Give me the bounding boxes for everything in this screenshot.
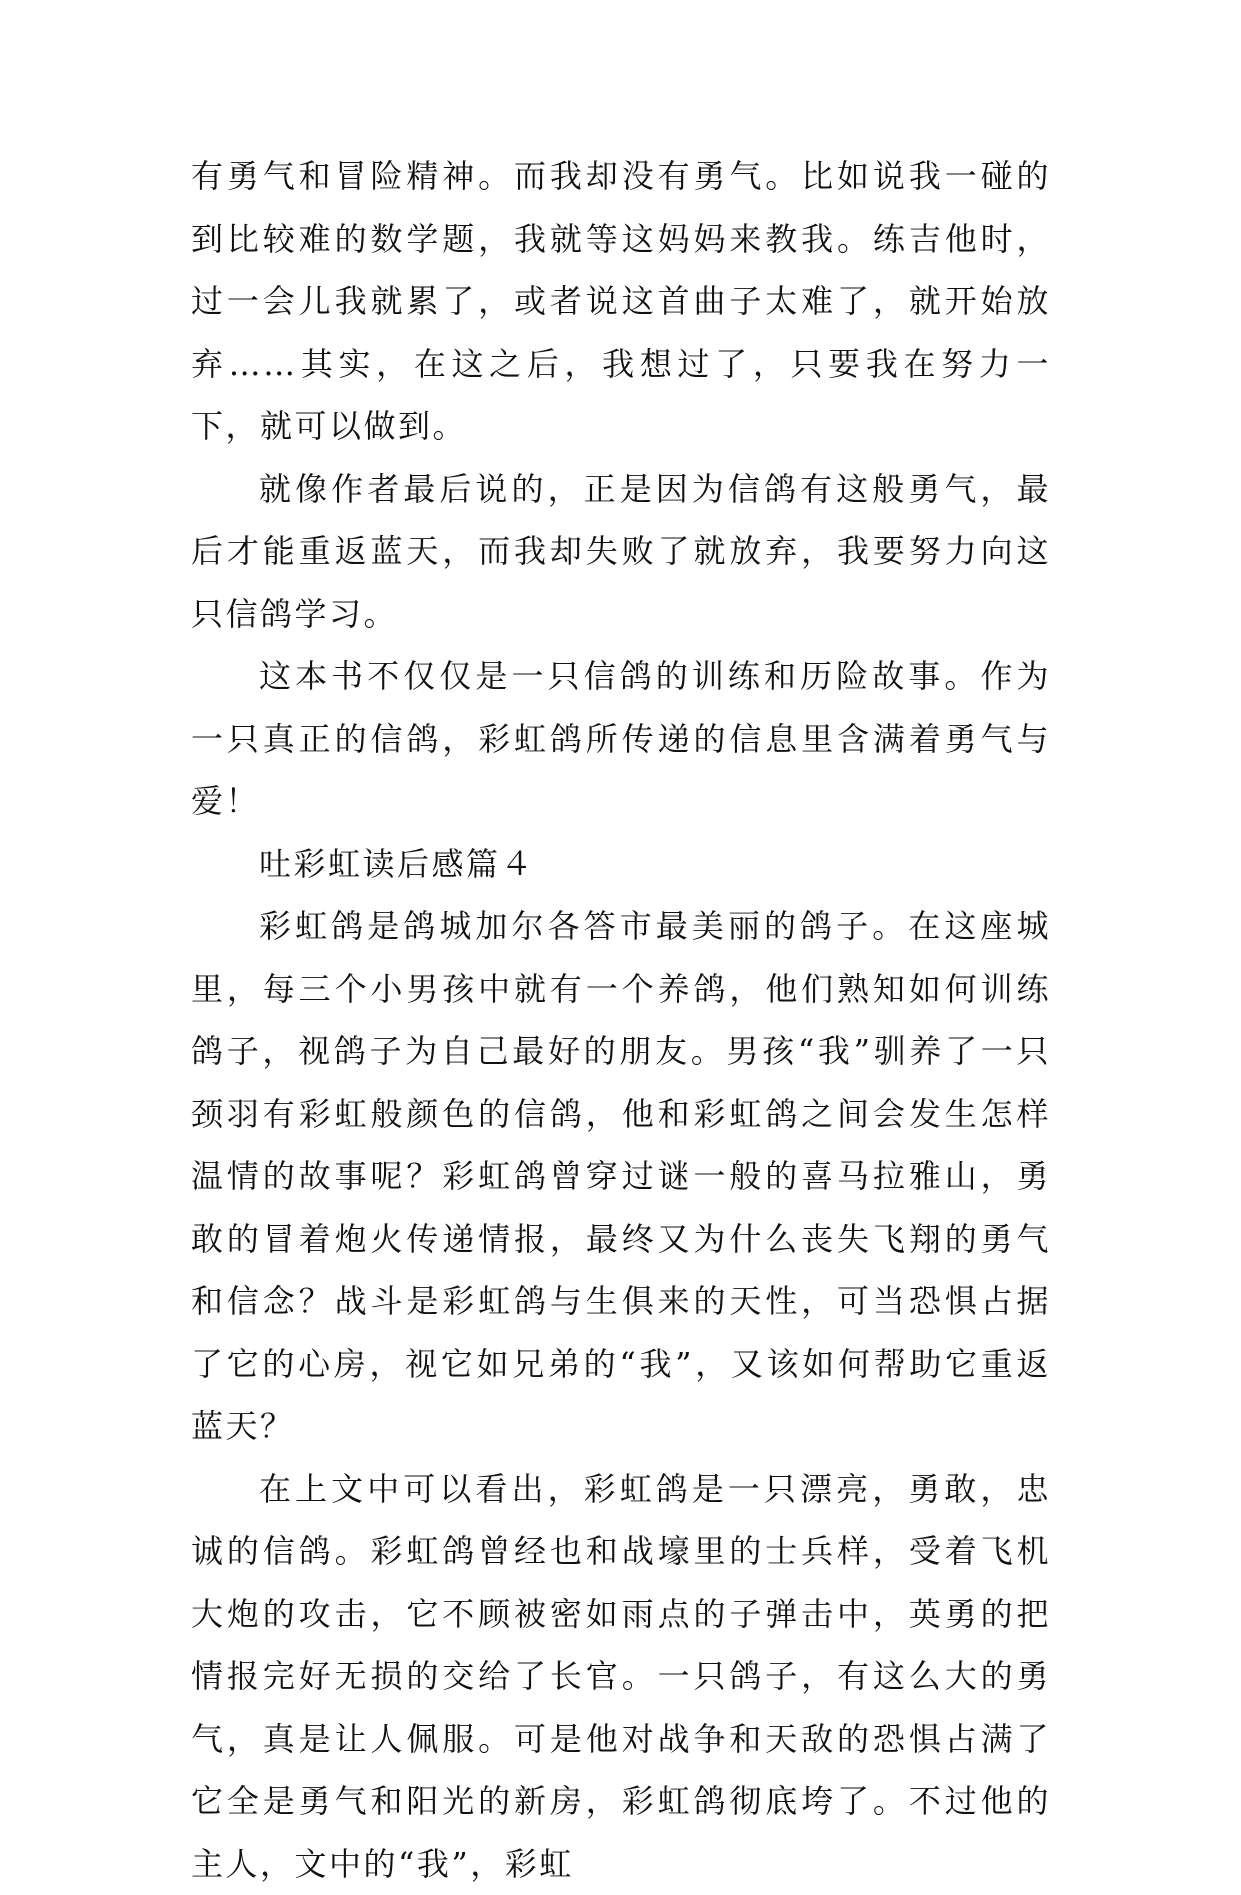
- paragraph-analysis: 在上文中可以看出，彩虹鸽是一只漂亮，勇敢，忠诚的信鸽。彩虹鸽曾经也和战壕里的士兵样，受着飞机大炮的攻击，它不顾被密如雨点的子弹击中，英勇的把情报完好无损的交给了长官。一只鸽子，有这么大的勇气，真是让人佩服。可是他对战争和天敌的恐惧占满了它全是勇气和阳光的新房，彩虹鸽彻底垮了。不过他的主人，文中的“我”，彩虹: [191, 1458, 1051, 1895]
- paragraph-intro: 彩虹鸽是鸽城加尔各答市最美丽的鸽子。在这座城里，每三个小男孩中就有一个养鸽，他们熟知如何训练鸽子，视鸽子为自己最好的朋友。男孩“我”驯养了一只颈羽有彩虹般颜色的信鸽，他和彩虹鸽之间会发生怎样温情的故事呢？彩虹鸽曾穿过谜一般的喜马拉雅山，勇敢的冒着炮火传递情报，最终又为什么丧失飞翔的勇气和信念？战斗是彩虹鸽与生俱来的天性，可当恐惧占据了它的心房，视它如兄弟的“我”，又该如何帮助它重返蓝天？: [191, 895, 1051, 1458]
- paragraph-continuation: 有勇气和冒险精神。而我却没有勇气。比如说我一碰的到比较难的数学题，我就等这妈妈来教我。练吉他时，过一会儿我就累了，或者说这首曲子太难了，就开始放弃……其实，在这之后，我想过了，只要我在努力一下，就可以做到。: [191, 145, 1051, 458]
- section-heading: 吐彩虹读后感篇４: [191, 833, 1051, 896]
- paragraph-reflection: 就像作者最后说的，正是因为信鸽有这般勇气，最后才能重返蓝天，而我却失败了就放弃，我要努力向这只信鸽学习。: [191, 458, 1051, 646]
- paragraph-summary: 这本书不仅仅是一只信鸽的训练和历险故事。作为一只真正的信鸽，彩虹鸽所传递的信息里含满着勇气与爱！: [191, 645, 1051, 833]
- document-page: [191, 145, 1051, 1895]
